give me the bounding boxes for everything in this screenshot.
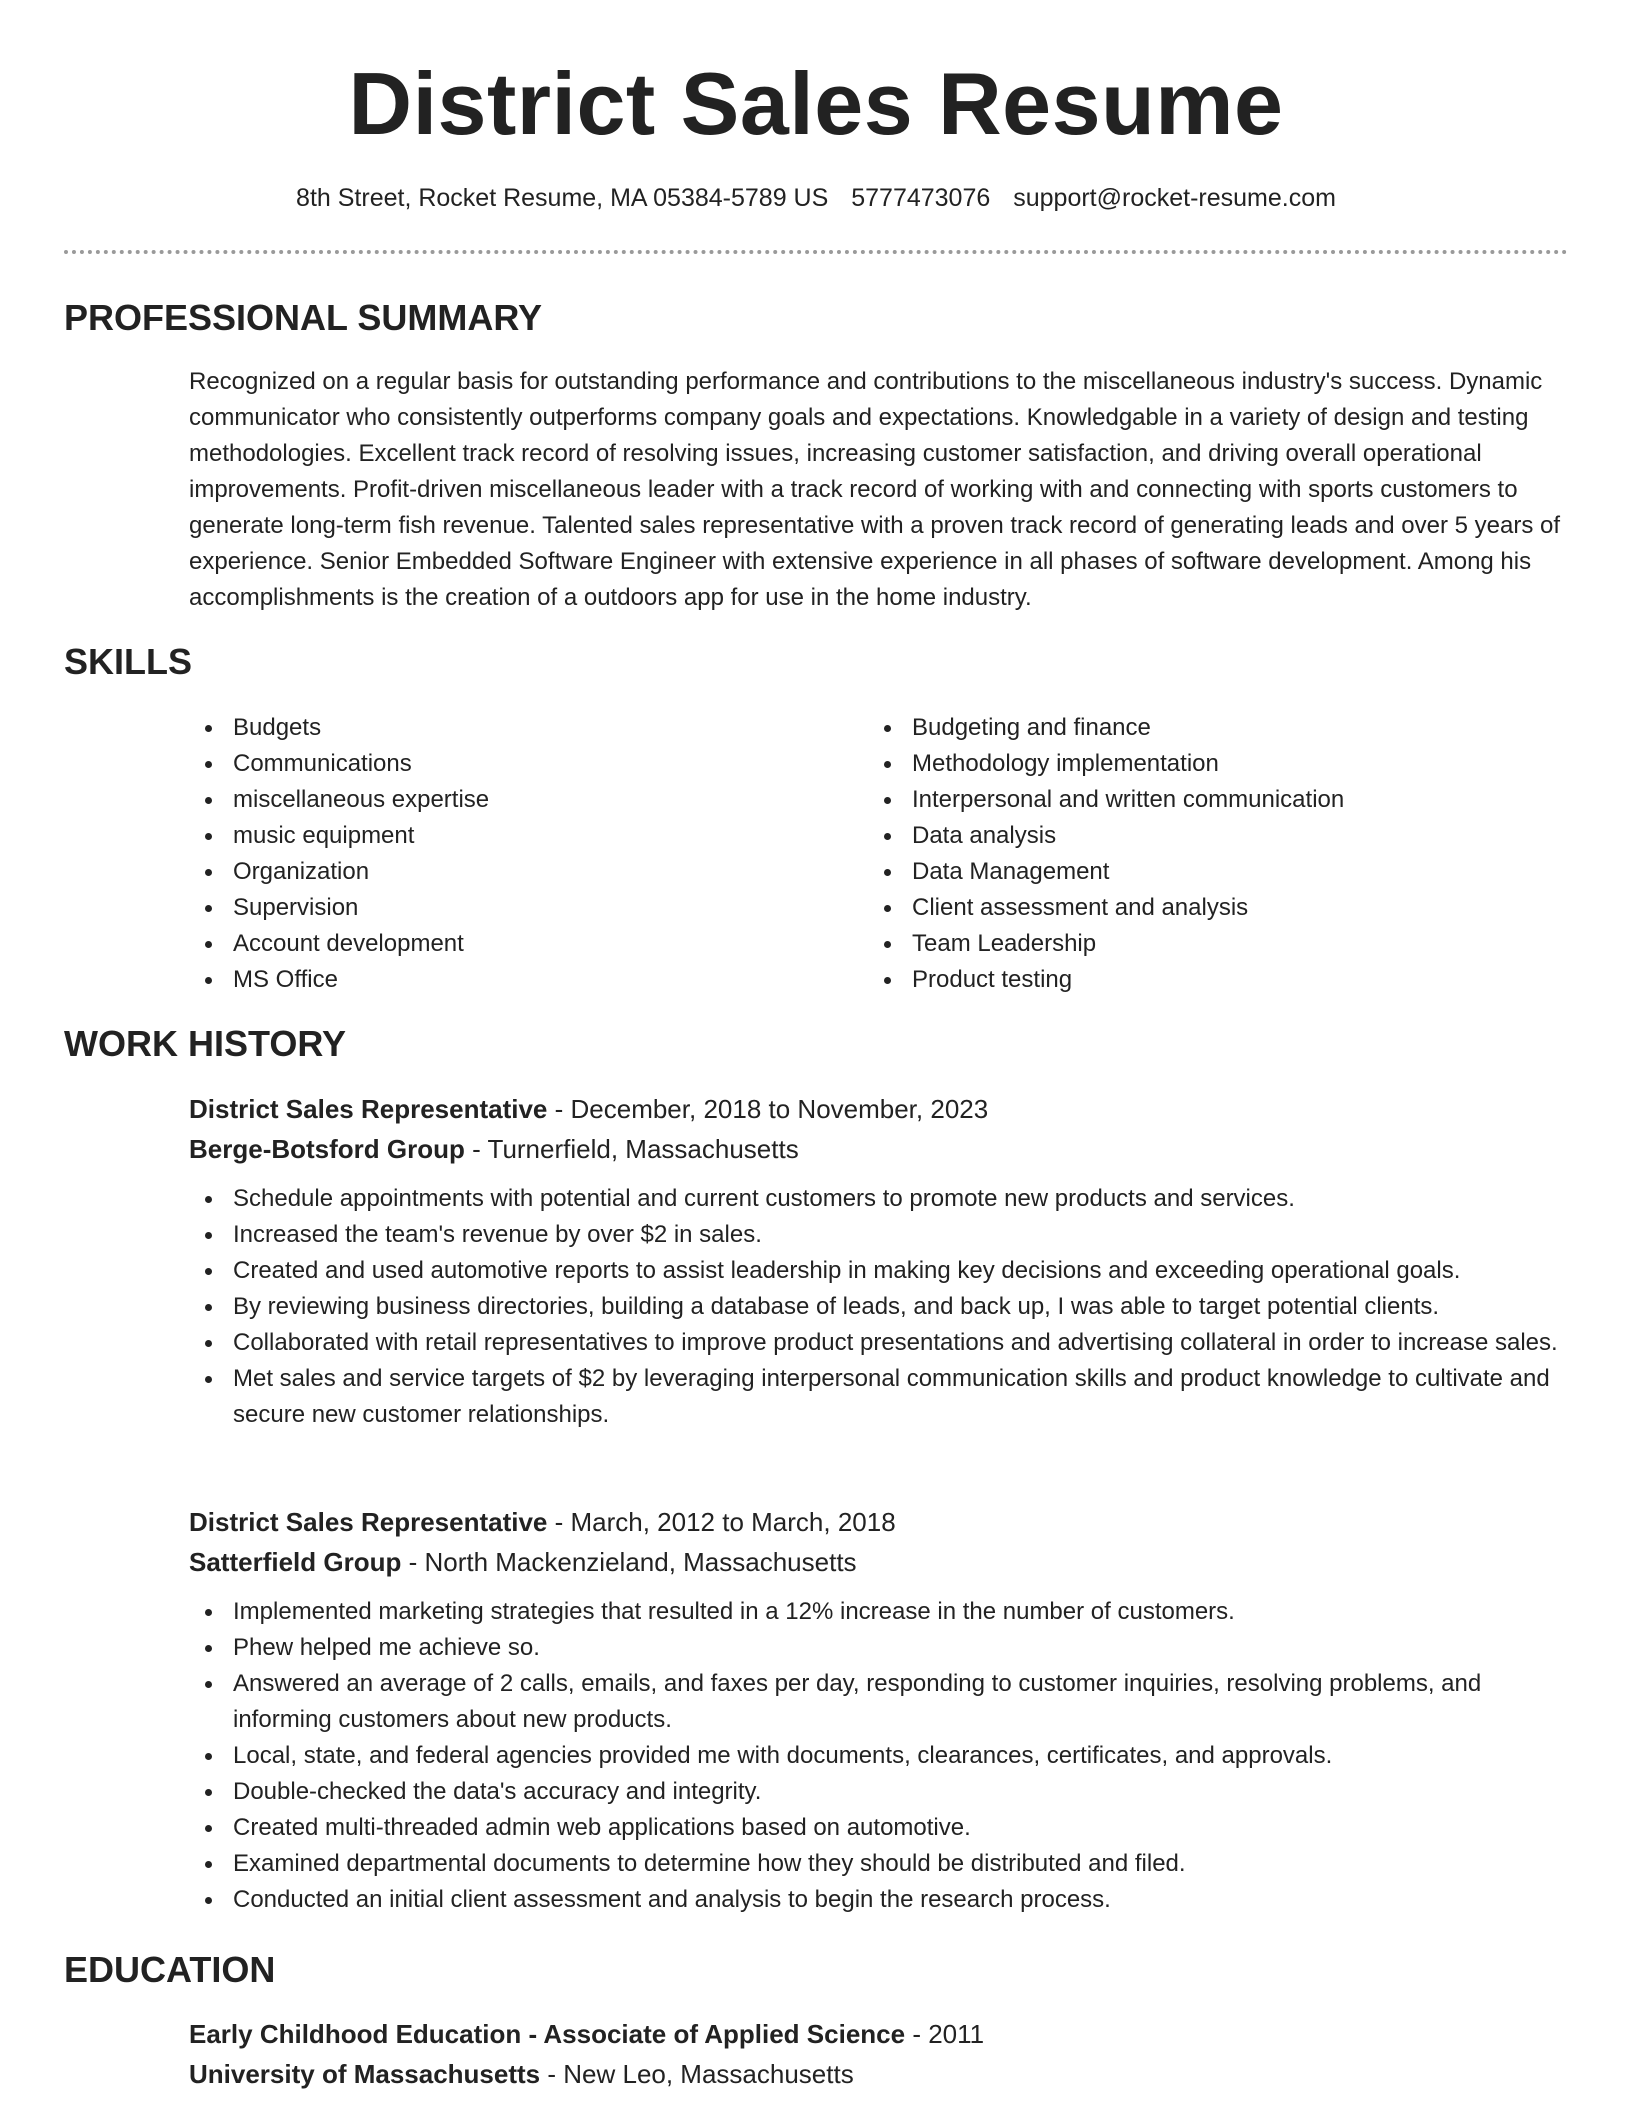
skill-item: Budgets <box>189 710 849 746</box>
education-location: - New Leo, Massachusetts <box>540 2059 854 2089</box>
skill-item: Data Management <box>868 854 1548 890</box>
skills-list-left <box>189 710 849 998</box>
skill-item: Client assessment and analysis <box>868 890 1548 926</box>
job-company: Satterfield Group <box>189 1547 402 1577</box>
job-dates: - March, 2012 to March, 2018 <box>547 1507 896 1537</box>
summary-heading: PROFESSIONAL SUMMARY <box>64 297 543 338</box>
skills-list-right <box>868 710 1548 998</box>
skill-item: Product testing <box>868 962 1548 998</box>
education-degree-line <box>189 2014 1569 2054</box>
skill-item: Supervision <box>189 890 849 926</box>
job-company-line <box>189 1542 1569 1582</box>
job-bullet: Collaborated with retail representatives to improve product presentations and advertising collateral in order to increase sales. <box>189 1325 1569 1361</box>
summary-text: Recognized on a regular basis for outstanding performance and contributions to the miscellaneous industry's success. Dynamic communicator who consistently outperforms company goals and expectations. Knowledgable in a variety of design and testing methodologies. Excellent track record of resolving issues, increasing customer satisfaction, and driving overall operational improvements. Profit-driven miscellaneous leader with a track record of working with and connecting with sports customers to generate long-term fish revenue. Talented sales representative with a proven track record of generating leads and over 5 years of experience. Senior Embedded Software Engineer with extensive experience in all phases of software development. Among his accomplishments is the creation of a outdoors app for use in the home industry. <box>189 368 1561 611</box>
skill-item: miscellaneous expertise <box>189 782 849 818</box>
skill-item: Account development <box>189 926 849 962</box>
contact-email: support@rocket-resume.com <box>1013 184 1336 212</box>
job-bullet: Double-checked the data's accuracy and integrity. <box>189 1774 1569 1810</box>
job-company-line <box>189 1129 1569 1169</box>
contact-address: 8th Street, Rocket Resume, MA 05384-5789 US <box>296 184 829 212</box>
job-bullet: Created multi-threaded admin web applications based on automotive. <box>189 1810 1569 1846</box>
job-bullet: Answered an average of 2 calls, emails, and faxes per day, responding to customer inquiries, resolving problems, and informing customers about new products. <box>189 1666 1569 1738</box>
work-history-heading: WORK HISTORY <box>64 1023 347 1064</box>
job-bullets <box>189 1594 1569 1918</box>
job-location: - North Mackenzieland, Massachusetts <box>401 1547 857 1577</box>
job-title-line <box>189 1502 1569 1542</box>
skill-item: Organization <box>189 854 849 890</box>
skill-item: Communications <box>189 746 849 782</box>
resume-title: District Sales Resume <box>348 54 1284 153</box>
skill-item: Methodology implementation <box>868 746 1548 782</box>
job-bullet: By reviewing business directories, building a database of leads, and back up, I was able to target potential clients. <box>189 1289 1569 1325</box>
education-school: University of Massachusetts <box>189 2059 541 2089</box>
education-degree: Early Childhood Education - Associate of Applied Science <box>189 2019 906 2049</box>
job-location: - Turnerfield, Massachusetts <box>464 1134 799 1164</box>
header-divider <box>64 250 1568 254</box>
job-role: District Sales Representative <box>189 1094 548 1124</box>
job-bullet: Phew helped me achieve so. <box>189 1630 1569 1666</box>
job-bullet: Met sales and service targets of $2 by leveraging interpersonal communication skills and product knowledge to cultivate and secure new customer relationships. <box>189 1361 1569 1433</box>
education-school-line <box>189 2054 1569 2094</box>
job-bullet: Conducted an initial client assessment and analysis to begin the research process. <box>189 1882 1569 1918</box>
contact-line <box>0 180 1632 216</box>
job-role: District Sales Representative <box>189 1507 548 1537</box>
skill-item: Budgeting and finance <box>868 710 1548 746</box>
job-company: Berge-Botsford Group <box>189 1134 465 1164</box>
skill-item: Interpersonal and written communication <box>868 782 1548 818</box>
skill-item: MS Office <box>189 962 849 998</box>
job-bullet: Schedule appointments with potential and current customers to promote new products and services. <box>189 1181 1569 1217</box>
job-title-line <box>189 1089 1569 1129</box>
contact-phone: 5777473076 <box>851 184 991 212</box>
job-bullet: Increased the team's revenue by over $2 in sales. <box>189 1217 1569 1253</box>
education-heading: EDUCATION <box>64 1949 276 1990</box>
skill-item: Team Leadership <box>868 926 1548 962</box>
job-bullet: Examined departmental documents to determine how they should be distributed and filed. <box>189 1846 1569 1882</box>
job-bullet: Implemented marketing strategies that resulted in a 12% increase in the number of customers. <box>189 1594 1569 1630</box>
education-year: - 2011 <box>905 2019 985 2049</box>
job-bullets <box>189 1181 1569 1433</box>
job-bullet: Created and used automotive reports to assist leadership in making key decisions and exceeding operational goals. <box>189 1253 1569 1289</box>
job-bullet: Local, state, and federal agencies provided me with documents, clearances, certificates, and approvals. <box>189 1738 1569 1774</box>
skill-item: Data analysis <box>868 818 1548 854</box>
job-dates: - December, 2018 to November, 2023 <box>547 1094 989 1124</box>
skills-heading: SKILLS <box>64 641 193 682</box>
skill-item: music equipment <box>189 818 849 854</box>
